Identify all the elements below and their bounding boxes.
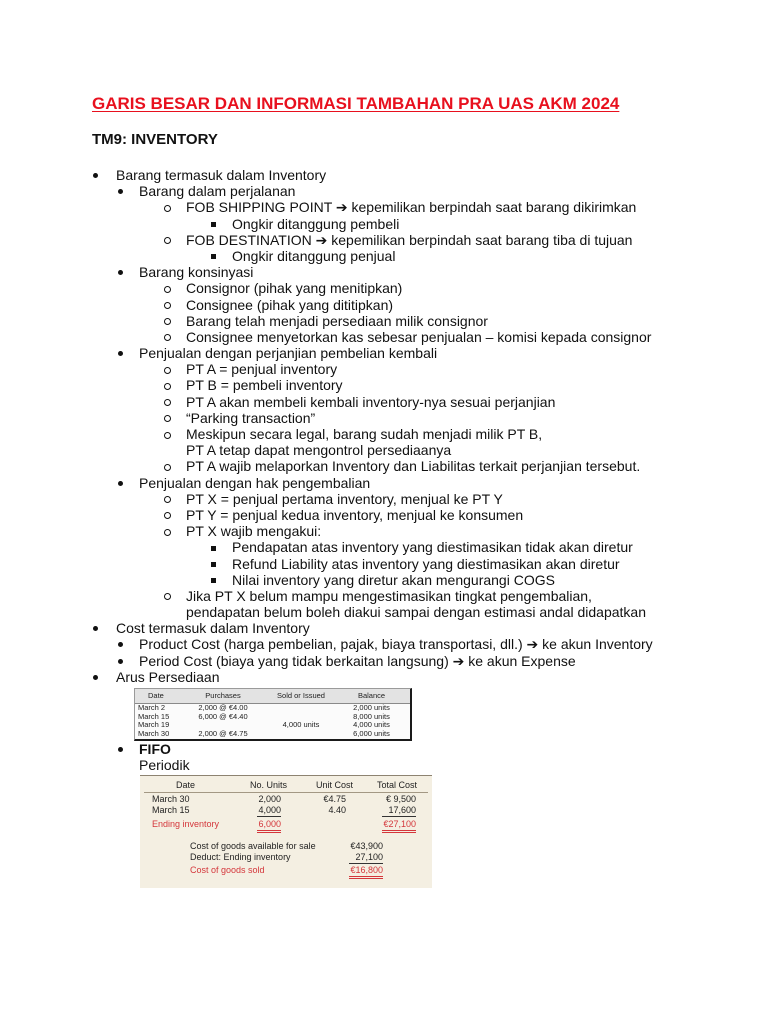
table-cell — [261, 730, 341, 739]
table-header-cell: Purchases — [185, 689, 261, 704]
summary-label: Cost of goods available for sale — [190, 841, 316, 852]
list-item: Ongkir ditanggung pembeli — [0, 216, 768, 232]
table-header-row — [140, 780, 432, 791]
fifo-periodic-table — [140, 775, 432, 888]
table-header-row — [135, 689, 410, 704]
table-header-cell: Sold or Issued — [261, 689, 341, 704]
list-item-continuation: Periodik — [139, 757, 190, 774]
table-row — [140, 794, 432, 805]
list-item: Consignee (pihak yang dititipkan) — [0, 297, 768, 313]
table-row — [135, 730, 410, 739]
list-item: Consignee menyetorkan kas sebesar penjualan – komisi kepada consignor — [0, 329, 768, 345]
summary-label: Deduct: Ending inventory — [190, 852, 291, 863]
table-cell: March 15 — [152, 805, 190, 816]
table-cell: 2,000 units — [353, 703, 390, 712]
list-item: PT X = penjual pertama inventory, menjual ke PT Y — [0, 491, 768, 507]
summary-label: Cost of goods sold — [190, 865, 265, 876]
list-item-continuation: pendapatan belum boleh diakui sampai dengan estimasi andal didapatkan — [186, 604, 646, 621]
list-item: PT B = pembeli inventory — [0, 377, 768, 393]
table-cell: 2,000 @ €4.00 — [198, 703, 248, 712]
table-header-cell: Balance — [341, 689, 410, 704]
list-item: Consignor (pihak yang menitipkan) — [0, 280, 768, 296]
table-header-cell: Date — [135, 689, 185, 704]
table-cell: March 15 — [138, 711, 170, 721]
table-cell: 6,000 units — [353, 729, 390, 739]
list-item: “Parking transaction” — [0, 410, 768, 426]
table-cell: March 19 — [138, 720, 170, 730]
table-header-cell: Total Cost — [377, 780, 418, 791]
list-item: PT Y = penjual kedua inventory, menjual ke konsumen — [0, 507, 768, 523]
table-row — [140, 805, 432, 816]
table-header-cell: Date — [176, 780, 196, 791]
table-cell: 2,000 @ €4.75 — [198, 729, 248, 739]
list-item: Nilai inventory yang diretur akan mengurangi COGS — [0, 572, 768, 588]
table-cell: 4,000 — [258, 805, 281, 816]
list-item: Arus Persediaan — [0, 669, 768, 685]
table-cell: €27,100 — [382, 819, 416, 833]
summary-value: €43,900 — [350, 841, 383, 852]
list-item: Penjualan dengan perjanjian pembelian kembali — [0, 345, 768, 361]
list-item: Ongkir ditanggung penjual — [0, 248, 768, 264]
summary-row — [140, 841, 432, 852]
list-item: Barang telah menjadi persediaan milik consignor — [0, 313, 768, 329]
summary-row — [140, 865, 432, 876]
outline-list — [0, 167, 768, 888]
table-cell: 17,600 — [382, 805, 416, 817]
list-item: Barang konsinyasi — [0, 264, 768, 280]
header-divider — [144, 792, 428, 793]
table-cell: March 30 — [152, 794, 190, 805]
table-cell: 2,000 — [258, 794, 281, 805]
list-item: PT A = penjual inventory — [0, 361, 768, 377]
list-item: FIFO — [0, 741, 768, 757]
ending-inventory-row — [140, 819, 432, 830]
list-item: Barang dalam perjalanan — [0, 183, 768, 199]
table-cell: March 30 — [138, 729, 170, 739]
table-cell: 4.40 — [328, 805, 346, 816]
table-cell: 8,000 units — [353, 711, 390, 721]
list-item: Cost termasuk dalam Inventory — [0, 620, 768, 636]
table-cell: March 2 — [138, 703, 166, 712]
list-item: Refund Liability atas inventory yang diestimasikan akan diretur — [0, 556, 768, 572]
list-item: Pendapatan atas inventory yang diestimasikan tidak akan diretur — [0, 539, 768, 555]
table-cell: € 9,500 — [385, 794, 416, 805]
document-title: GARIS BESAR DAN INFORMASI TAMBAHAN PRA UAS AKM 2024 — [92, 94, 620, 113]
table-cell: 4,000 units — [353, 720, 390, 730]
section-heading: TM9: INVENTORY — [92, 131, 218, 148]
list-item: Jika PT X belum mampu mengestimasikan tingkat pengembalian, — [0, 588, 768, 604]
table-header-cell: No. Units — [250, 780, 288, 791]
list-item: Barang termasuk dalam Inventory — [0, 167, 768, 183]
list-item: PT A wajib melaporkan Inventory dan Liabilitas terkait perjanjian tersebut. — [0, 458, 768, 474]
arus-persediaan-table — [134, 688, 412, 741]
list-item: PT A akan membeli kembali inventory-nya sesuai perjanjian — [0, 394, 768, 410]
table-cell: 6,000 — [257, 819, 281, 833]
list-item: FOB SHIPPING POINT ➔ kepemilikan berpindah saat barang dikirimkan — [0, 199, 768, 215]
list-item-continuation: PT A tetap dapat mengontrol persediaanya — [186, 442, 452, 459]
summary-value: €16,800 — [349, 865, 383, 879]
list-item: Product Cost (harga pembelian, pajak, biaya transportasi, dll.) ➔ ke akun Inventory — [0, 636, 768, 652]
table-cell: €4.75 — [323, 794, 346, 805]
table-cell: 4,000 units — [282, 720, 320, 730]
list-item: Meskipun secara legal, barang sudah menjadi milik PT B, — [0, 426, 768, 442]
table-header-cell: Unit Cost — [316, 780, 354, 791]
table-cell — [261, 704, 341, 713]
table-cell: 6,000 @ €4.40 — [198, 711, 248, 721]
list-item: Penjualan dengan hak pengembalian — [0, 475, 768, 491]
summary-value: 27,100 — [349, 852, 383, 864]
table-cell: Ending inventory — [152, 819, 220, 830]
list-item: PT X wajib mengakui: — [0, 523, 768, 539]
list-item: FOB DESTINATION ➔ kepemilikan berpindah saat barang tiba di tujuan — [0, 232, 768, 248]
list-item: Period Cost (biaya yang tidak berkaitan langsung) ➔ ke akun Expense — [0, 653, 768, 669]
summary-row — [140, 852, 432, 863]
